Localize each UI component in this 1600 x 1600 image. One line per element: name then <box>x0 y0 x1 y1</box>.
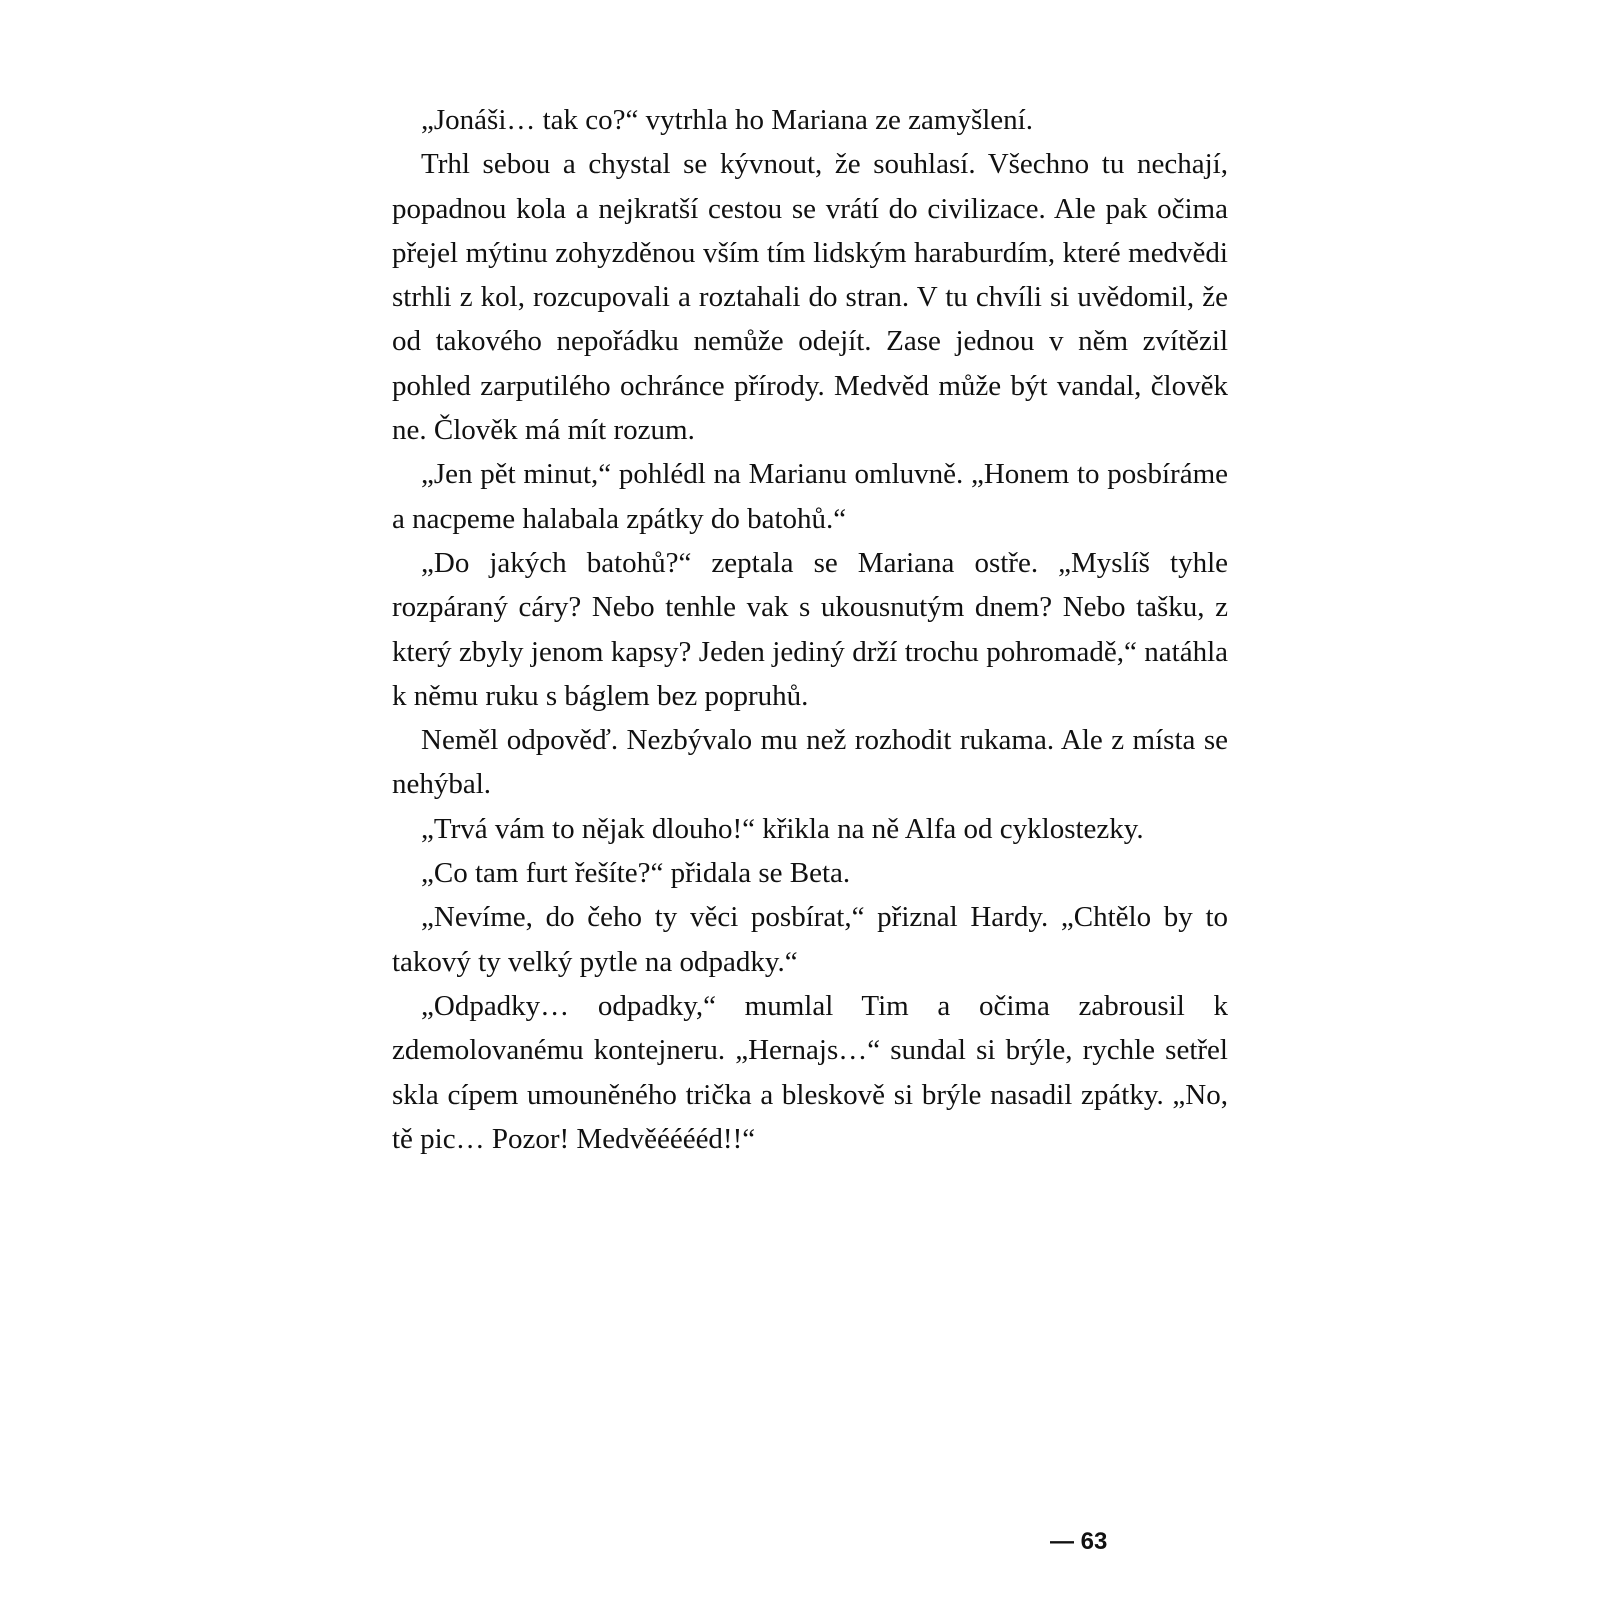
paragraph: Trhl sebou a chystal se kývnout, že souhlasí. Všechno tu nechají, popadnou kola a nejkratší cestou se vrátí do civilizace. Ale pak očima přejel mýtinu zohyzděnou vším tím lidským haraburdím, které medvědi strhli z kol, rozcupovali a roztahali do stran. V tu chvíli si uvědomil, že od takového nepořádku nemůže odejít. Zase jednou v něm zvítězil pohled zarputilého ochránce přírody. Medvěd může být vandal, člověk ne. Člověk má mít rozum. <box>392 148 1228 447</box>
body-text <box>392 98 1228 1161</box>
paragraph: „Co tam furt řešíte?“ přidala se Beta. <box>421 857 851 890</box>
page-number: — 63 <box>1050 1528 1108 1555</box>
paragraph: „Do jakých batohů?“ zeptala se Mariana ostře. „Myslíš tyhle rozpáraný cáry? Nebo tenhle vak s ukousnutým dnem? Nebo tašku, z který zbyly jenom kapsy? Jeden jediný drží trochu pohromadě,“ natáhla k němu ruku s báglem bez popruhů. <box>392 546 1228 712</box>
paragraph: „Jonáši… tak co?“ vytrhla ho Mariana ze zamyšlení. <box>421 104 1033 136</box>
paragraph: Neměl odpověď. Nezbývalo mu než rozhodit rukama. Ale z místa se nehýbal. <box>392 724 1228 801</box>
paragraph: „Trvá vám to nějak dlouho!“ křikla na ně Alfa od cyklostezky. <box>421 812 1144 845</box>
paragraph: „Nevíme, do čeho ty věci posbírat,“ přiznal Hardy. „Chtělo by to takový ty velký pytle na odpadky.“ <box>392 901 1228 978</box>
paragraph: „Odpadky… odpadky,“ mumlal Tim a očima zabrousil k zdemolovanému kontejneru. „Hernajs…“ sundal si brýle, rychle setřel skla cípem umouněného trička a bleskově si brýle nasadil zpátky. „No, tě pic… Pozor! Medvěééééd!!“ <box>392 989 1228 1155</box>
paragraph: „Jen pět minut,“ pohlédl na Marianu omluvně. „Honem to posbíráme a nacpeme halabala zpátky do batohů.“ <box>392 458 1228 535</box>
